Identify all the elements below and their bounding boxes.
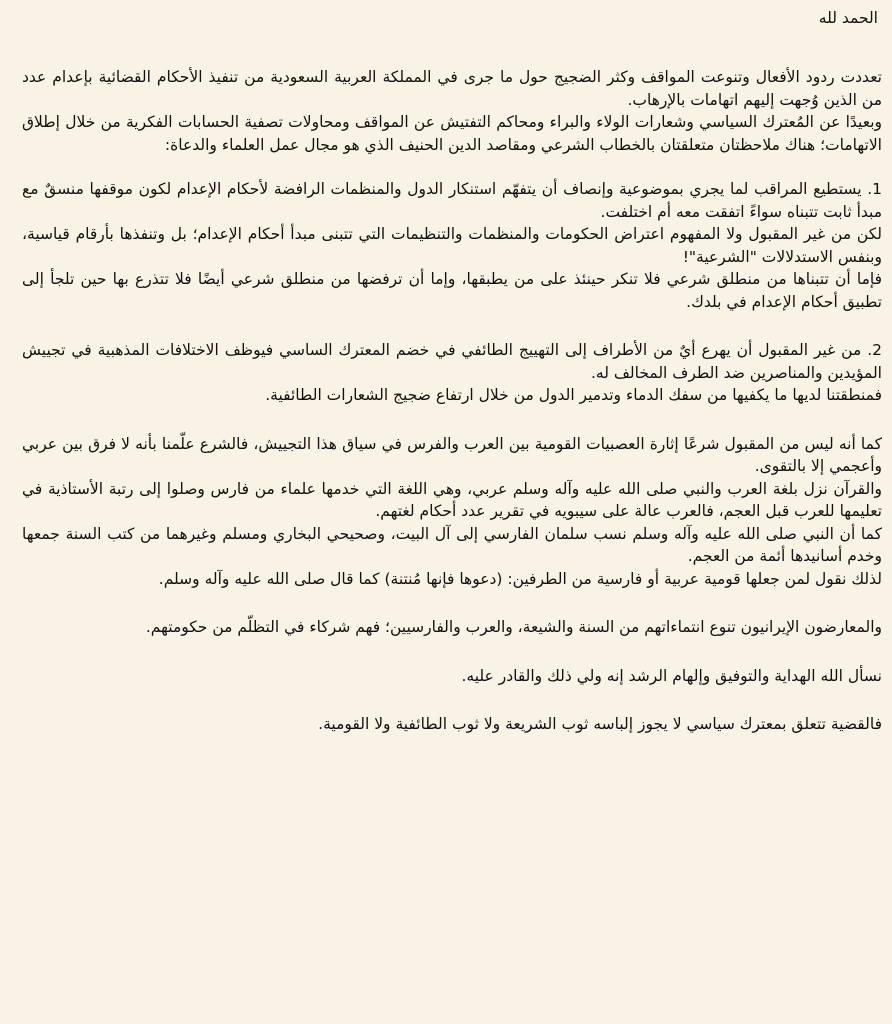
point-1-paragraph-2: لكن من غير المقبول ولا المفهوم اعتراض الحكومات والمنظمات والتنظيمات التي تتبنى مبدأ أحكام الإعدام؛ بل وتنفذها بأرقام قياسية، وبنفس الاستدلالات "الشرعية"! [22,225,882,266]
section-3-paragraph-1: كما أنه ليس من المقبول شرعًا إثارة العصبيات القومية بين العرب والفرس في سياق هذا التجييش، فالشرع علّمنا بأنه لا فرق بين عربي وأعجمي إلا بالتقوى. [22,434,882,475]
point-1-paragraph-3: فإما أن تتبناها من منطلق شرعي فلا تنكر حينئذ على من يطبقها، وإما أن ترفضها من منطلق شرعي أيضًا فلا تتذرع بها حين تلجأ إلى تطبيق أحكام الإعدام في بلدك. [22,270,882,311]
spacer [22,639,882,665]
prayer-paragraph: نسأل الله الهداية والتوفيق وإلهام الرشد إنه ولي ذلك والقادر عليه. [461,666,882,685]
spacer [22,687,882,713]
spacer [22,313,882,339]
point-1-paragraph-1: 1. يستطيع المراقب لما يجري بموضوعية وإنصاف أن يتفهّم استنكار الدول والمنظمات الرافضة لأحكام الإعدام لكون موقفها منسقٌ مع مبدأ ثابت تتبناه سواءً اتفقت معه أم اختلفت. [22,180,882,221]
spacer [22,32,882,66]
spacer [22,407,882,433]
conclusion-paragraph: فالقضية تتعلق بمعترك سياسي لا يجوز إلباسه ثوب الشريعة ولا ثوب الطائفية ولا القومية. [318,715,882,733]
spacer [22,156,882,178]
section-3-paragraph-3: كما أن النبي صلى الله عليه وآله وسلم نسب سلمان الفارسي إلى آل البيت، وصحيحي البخاري ومسلم وغيرهما من كتب السنة جمعها وخدم أسانيدها أئمة من العجم. [22,524,882,565]
opposition-paragraph: والمعارضون الإيرانيون تنوع انتماءاتهم من السنة والشيعة، والعرب والفارسيين؛ فهم شركاء في التظلّم من حكومتهم. [145,618,882,636]
intro-paragraph-1: تعددت ردود الأفعال وتنوعت المواقف وكثر الضجيج حول ما جرى في المملكة العربية السعودية من تنفيذ الأحكام القضائية بإعدام عدد من الذين وُجهت إليهم اتهامات بالإرهاب. [22,68,882,109]
spacer [22,590,882,616]
point-2-paragraph-2: فمنطقتنا لديها ما يكفيها من سفك الدماء وتدمير الدول من خلال ارتفاع ضجيج الشعارات الطائفية. [265,386,882,404]
section-3-paragraph-2: والقرآن نزل بلغة العرب والنبي صلى الله عليه وآله وسلم عربي، وهي اللغة التي خدمها علماء من فارس وصلوا إلى رتبة الأستاذية في تعليمها للعرب قبل العجم، فالعرب عالة على سيبويه في تقرير عدد أحكام لغتهم. [22,479,882,520]
point-2-paragraph-1: 2. من غير المقبول أن يهرع أيٌ من الأطراف إلى التهييج الطائفي في خضم المعترك الساسي فيوظف الاختلافات المذهبية في تجييش المؤيدين والمناصرين ضد الطرف المخالف له. [22,341,882,382]
document-title: الحمد لله [818,9,878,27]
section-3-paragraph-4: لذلك نقول لمن جعلها قومية عربية أو فارسية من الطرفين: (دعوها فإنها مُنتنة) كما قال صلى الله عليه وآله وسلم. [158,569,882,588]
intro-paragraph-2: وبعيدًا عن المُعترك السياسي وشعارات الولاء والبراء ومحاكم التفتيش عن المواقف ومحاولات تصفية الحسابات الفكرية من خلال إطلاق الاتهامات؛ هناك ملاحظتان متعلقتان بالخطاب الشرعي ومقاصد الدين الحنيف الذي هو مجال عمل العلماء والدعاة: [22,113,882,154]
